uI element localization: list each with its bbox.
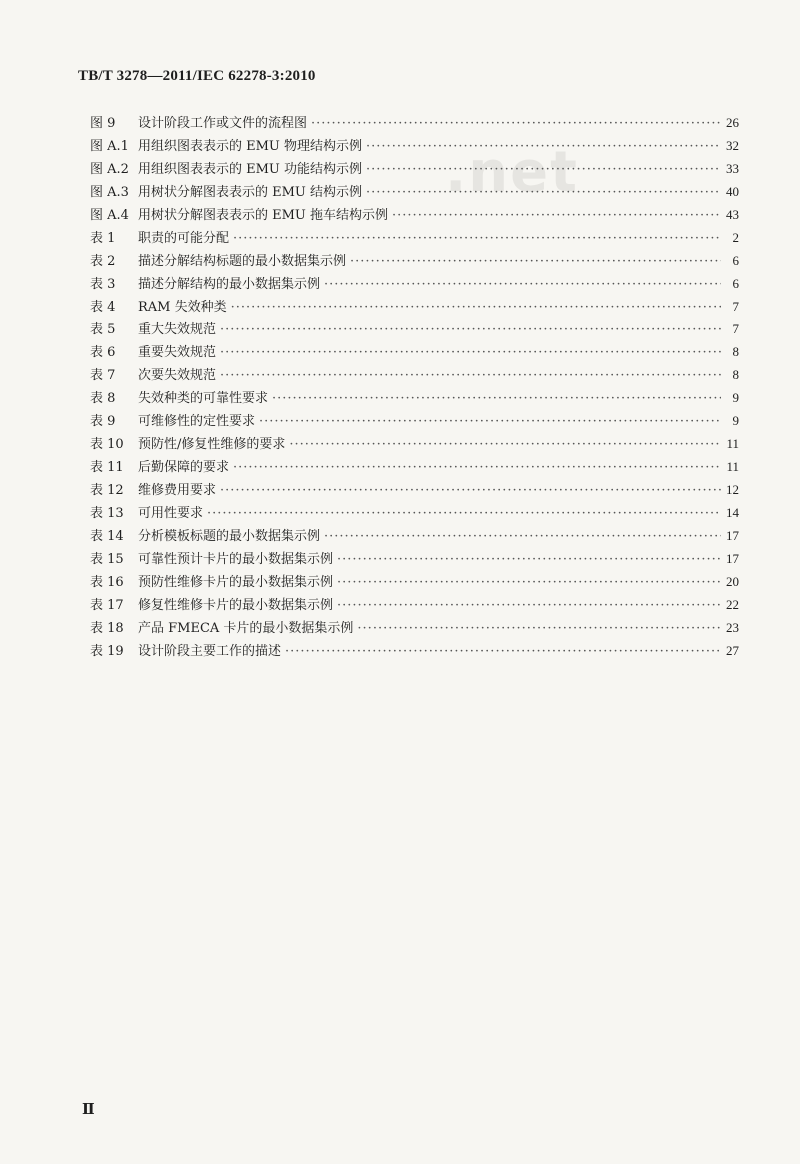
toc-entry[interactable]: [90, 479, 739, 502]
toc-entry-page-number: 33: [726, 160, 739, 176]
toc-entry-page-number: 8: [732, 367, 739, 383]
dot-leader: [233, 231, 721, 246]
dot-leader: [337, 552, 721, 567]
toc-entry-page-number: 6: [732, 275, 739, 291]
toc-entry-title: 描述分解结构标题的最小数据集示例: [138, 253, 347, 269]
toc-entry-page-number: 43: [726, 206, 739, 222]
dot-leader: [350, 254, 721, 269]
toc-entry[interactable]: [90, 112, 739, 135]
toc-entry-label: [90, 364, 216, 383]
toc-entry-page-number: 8: [732, 344, 739, 360]
toc-entry-number: 表 4: [90, 299, 116, 315]
toc-entry-page-number: 7: [732, 321, 739, 337]
dot-leader: [366, 139, 721, 154]
toc-entry[interactable]: [90, 617, 739, 640]
toc-entry-number: 表 2: [90, 253, 116, 269]
toc-entry-label: [90, 548, 333, 567]
toc-entry-number: 表 10: [90, 437, 124, 453]
dot-leader: [337, 598, 721, 613]
toc-entry[interactable]: [90, 158, 739, 181]
toc-entry[interactable]: [90, 250, 739, 273]
toc-entry-title: 预防性/修复性维修的要求: [138, 437, 286, 453]
toc-entry[interactable]: [90, 181, 739, 204]
toc-entry-page-number: 9: [732, 390, 739, 406]
toc-entry-page-number: 23: [726, 619, 739, 635]
toc-entry-number: 表 5: [90, 322, 116, 338]
toc-entry[interactable]: [90, 525, 739, 548]
toc-entry-label: [90, 227, 229, 246]
toc-entry[interactable]: [90, 594, 739, 617]
dot-leader: [231, 300, 721, 315]
dot-leader: [220, 368, 721, 383]
toc-entry-number: 表 14: [90, 528, 124, 544]
toc-entry[interactable]: [90, 548, 739, 571]
toc-entry-label: [90, 158, 362, 177]
toc-entry-title: 可靠性预计卡片的最小数据集示例: [138, 551, 334, 567]
dot-leader: [337, 575, 721, 590]
dot-leader: [392, 208, 721, 223]
toc-entry-label: [90, 617, 353, 636]
toc-entry-title: 预防性维修卡片的最小数据集示例: [138, 574, 334, 590]
toc-entry-title: 描述分解结构的最小数据集示例: [138, 276, 321, 292]
dot-leader: [233, 460, 721, 475]
toc-entry-number: 表 7: [90, 368, 116, 384]
toc-entry-number: 表 11: [90, 460, 124, 476]
dot-leader: [207, 506, 721, 521]
toc-entry-title: RAM 失效种类: [138, 299, 227, 315]
watermark: .net: [445, 140, 579, 205]
toc-entry-title: 设计阶段工作或文件的流程图: [138, 116, 308, 131]
toc-entry-page-number: 20: [726, 573, 739, 589]
toc-entry-number: 表 3: [90, 276, 116, 292]
toc-entry-label: [90, 571, 333, 590]
toc-entry-label: [90, 525, 320, 544]
toc-entry[interactable]: [90, 273, 739, 296]
toc-entry-label: [90, 296, 227, 315]
dot-leader: [324, 277, 721, 292]
toc-entry-number: 图 A.2: [90, 161, 129, 177]
dot-leader: [324, 529, 721, 544]
table-of-contents-list: [90, 112, 739, 663]
toc-entry-label: [90, 456, 229, 475]
toc-entry-page-number: 9: [732, 413, 739, 429]
toc-entry-title: 维修费用要求: [138, 483, 217, 498]
dot-leader: [285, 644, 721, 659]
toc-entry-title: 产品 FMECA 卡片的最小数据集示例: [138, 620, 354, 636]
toc-entry-number: 图 9: [90, 116, 116, 131]
toc-entry-title: 重要失效规范: [138, 345, 217, 361]
toc-entry[interactable]: [90, 571, 739, 594]
toc-entry-number: 表 8: [90, 391, 116, 407]
toc-entry-label: [90, 112, 307, 131]
toc-entry-page-number: 12: [726, 482, 739, 497]
dot-leader: [220, 345, 721, 360]
toc-entry-page-number: 17: [726, 527, 739, 543]
toc-entry-page-number: 32: [726, 137, 739, 153]
toc-entry-label: [90, 250, 346, 269]
toc-entry-label: [90, 135, 362, 154]
toc-entry-title: 用树状分解图表表示的 EMU 结构示例: [138, 184, 363, 200]
toc-entry-page-number: 27: [726, 642, 739, 658]
toc-entry[interactable]: [90, 364, 739, 387]
toc-entry-number: 表 15: [90, 551, 124, 567]
toc-entry-label: [90, 387, 268, 406]
toc-entry-number: 图 A.3: [90, 184, 129, 200]
toc-entry-title: 用组织图表表示的 EMU 物理结构示例: [138, 138, 363, 154]
toc-entry-number: 表 6: [90, 345, 116, 361]
toc-entry-title: 用组织图表表示的 EMU 功能结构示例: [138, 161, 363, 177]
toc-entry-label: [90, 181, 362, 200]
dot-leader: [366, 185, 721, 200]
toc-entry-page-number: 6: [732, 252, 739, 268]
toc-entry[interactable]: [90, 296, 739, 319]
dot-leader: [311, 116, 721, 131]
toc-entry-title: 修复性维修卡片的最小数据集示例: [138, 597, 334, 613]
toc-entry-page-number: 40: [726, 183, 739, 199]
dot-leader: [220, 483, 721, 498]
toc-entry-title: 分析模板标题的最小数据集示例: [138, 528, 321, 544]
toc-entry-page-number: 17: [726, 550, 739, 566]
toc-entry-title: 失效种类的可靠性要求: [138, 391, 269, 407]
toc-entry-label: [90, 341, 216, 360]
toc-entry-number: 表 19: [90, 643, 124, 659]
toc-entry-label: [90, 502, 203, 521]
toc-entry-label: [90, 273, 320, 292]
toc-entry-title: 职责的可能分配: [138, 230, 230, 246]
toc-entry-page-number: 26: [726, 115, 739, 130]
toc-entry[interactable]: [90, 341, 739, 364]
dot-leader: [220, 322, 721, 337]
toc-entry-number: 表 9: [90, 414, 116, 430]
toc-entry-page-number: 7: [732, 298, 739, 314]
toc-entry-title: 后勤保障的要求: [138, 460, 230, 476]
toc-entry-title: 设计阶段主要工作的描述: [138, 643, 282, 659]
toc-entry[interactable]: [90, 433, 739, 456]
toc-entry-number: 表 18: [90, 620, 124, 636]
toc-entry-number: 图 A.1: [90, 138, 129, 154]
standard-code-header: TB/T 3278—2011/IEC 62278-3:2010: [78, 68, 316, 84]
toc-entry-number: 表 1: [90, 230, 116, 246]
dot-leader: [289, 437, 721, 452]
toc-entry[interactable]: [90, 227, 739, 250]
toc-entry[interactable]: [90, 640, 739, 663]
toc-entry[interactable]: [90, 410, 739, 433]
toc-entry-number: 图 A.4: [90, 207, 129, 223]
toc-entry-label: [90, 433, 285, 452]
toc-entry-label: [90, 410, 255, 429]
toc-entry-label: [90, 479, 216, 498]
toc-entry-page-number: 11: [726, 436, 739, 452]
page-number-footer: Ⅱ: [82, 1102, 95, 1118]
toc-entry-title: 可用性要求: [138, 505, 204, 521]
dot-leader: [272, 391, 721, 406]
toc-entry-number: 表 12: [90, 483, 124, 498]
toc-entry[interactable]: [90, 456, 739, 479]
toc-entry-page-number: 2: [732, 229, 739, 245]
toc-entry-title: 重大失效规范: [138, 322, 217, 338]
toc-entry-title: 次要失效规范: [138, 368, 217, 384]
toc-entry-label: [90, 204, 388, 223]
toc-entry-number: 表 13: [90, 505, 124, 521]
toc-entry-page-number: 11: [726, 459, 739, 475]
toc-entry-label: [90, 318, 216, 337]
toc-entry-page-number: 22: [726, 596, 739, 612]
toc-entry[interactable]: [90, 387, 739, 410]
toc-entry-title: 可维修性的定性要求: [138, 414, 256, 430]
dot-leader: [366, 162, 721, 177]
toc-entry[interactable]: [90, 204, 739, 227]
toc-entry[interactable]: [90, 318, 739, 341]
toc-entry-label: [90, 594, 333, 613]
toc-entry-label: [90, 640, 281, 659]
toc-entry-number: 表 17: [90, 597, 124, 613]
dot-leader: [357, 621, 721, 636]
toc-entry-title: 用树状分解图表表示的 EMU 拖车结构示例: [138, 207, 389, 223]
dot-leader: [259, 414, 721, 429]
toc-entry-page-number: 14: [726, 504, 739, 520]
toc-entry-number: 表 16: [90, 574, 124, 590]
toc-entry[interactable]: [90, 502, 739, 525]
toc-entry[interactable]: [90, 135, 739, 158]
